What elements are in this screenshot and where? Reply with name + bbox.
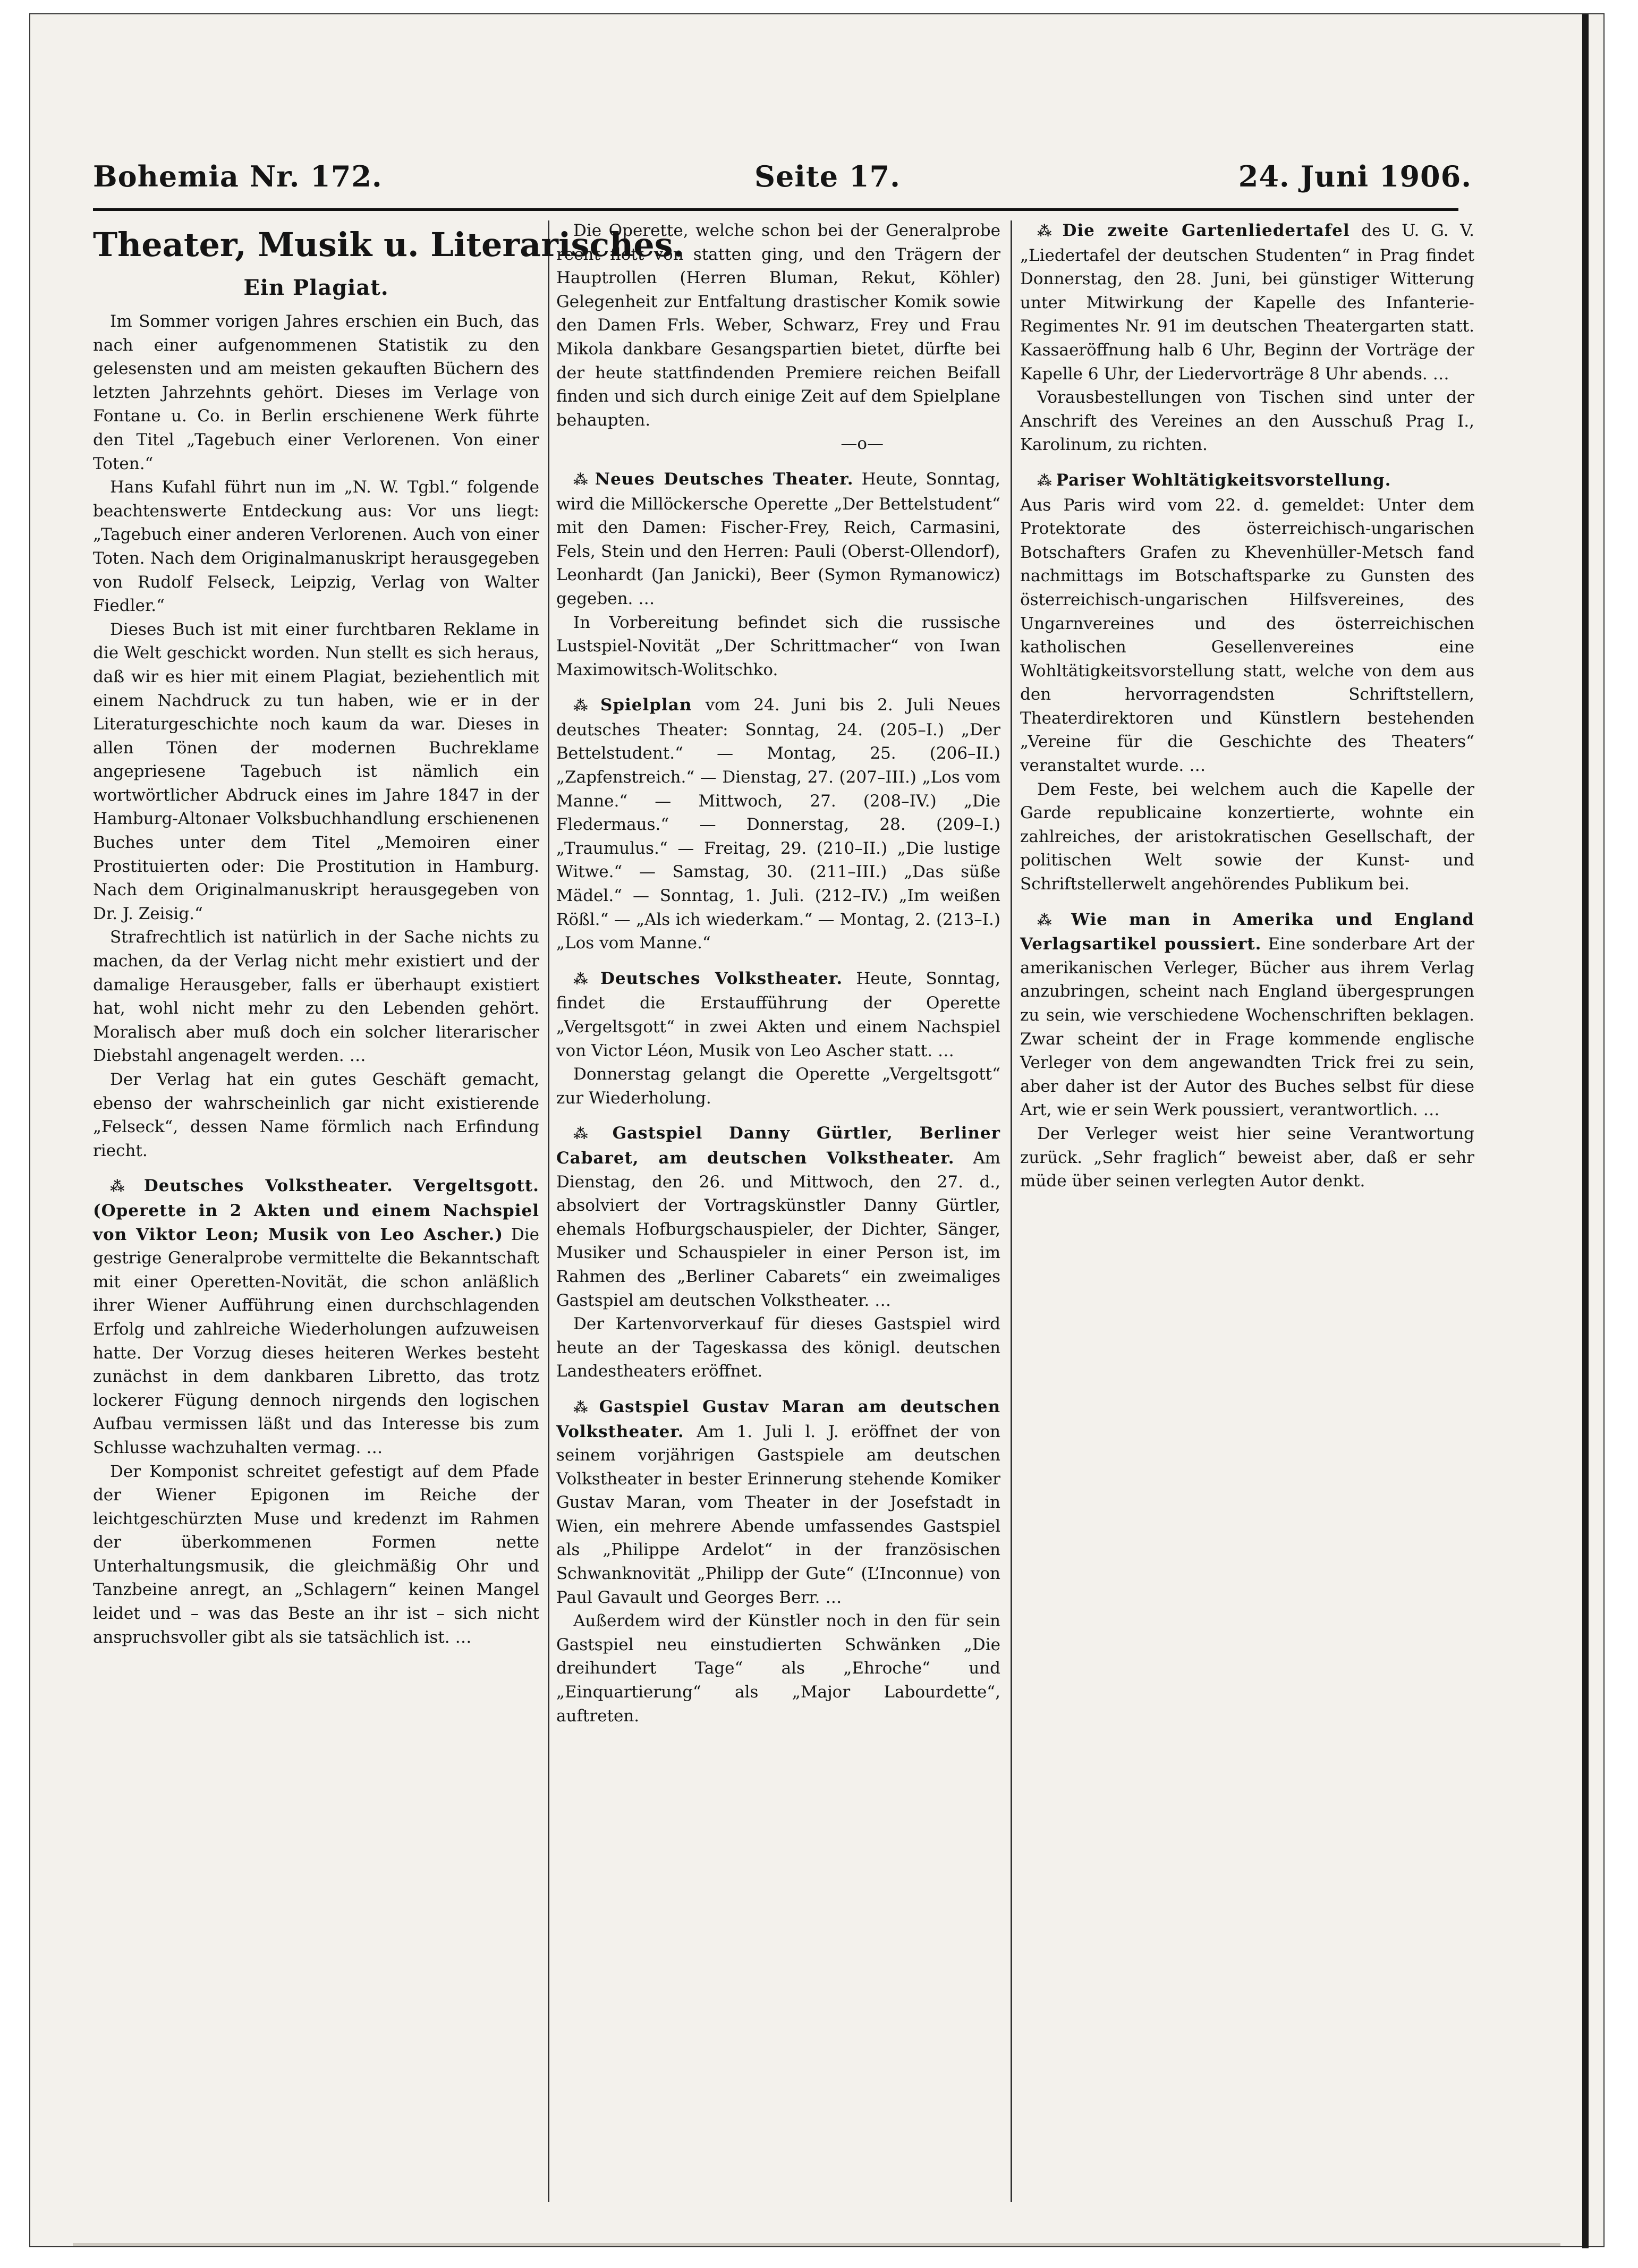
article-headline: Deutsches Volkstheater. bbox=[143, 1176, 393, 1196]
article-paragraph: Hans Kufahl führt nun im „N. W. Tgbl.“ folgende beachtenswerte Entdeckung aus: Vor uns liegt: „Tagebuch einer anderen Verlorenen. Auch von einer Toten. Nach dem Originalmanuskript herausgegeben von Rudolf Felseck, Leipzig, Verlag von Walter Fiedler.“ bbox=[93, 478, 539, 616]
article-paragraph: Aus Paris wird vom 22. d. gemeldet: Unter dem Protektorate des österreichisch-ungarischen Botschafters Grafen zu Khevenhüller-Metsch fand nachmittags im Botschaftsparke zu Gunsten des österreichisch-ungarischen Hilfsvereines, des Ungarnvereines und des österreichischen katholischen Gesellenvereines eine Wohltätigkeitsvorstellung statt, welche von dem aus den hervorragendsten Schriftstellern, Theaterdirektoren und Künstlern bestehenden „Vereine für die Geschichte des Theaters“ veranstaltet wurde. … bbox=[1020, 495, 1474, 776]
article-headline: Gastspiel Danny Gürtler, Berliner Cabaret, am deutschen Volkstheater. bbox=[556, 1124, 1000, 1168]
article-paragraph: Der Komponist schreitet gefestigt auf dem Pfade der Wiener Epigonen im Reiche der leichtgeschürzten Muse und kredenzt im Rahmen der überkommenen Formen nette Unterhaltungsmusik, die gleichmäßig Ohr und Tanzbeine anregt, an „Schlagern“ keinen Mangel leidet und – was das Beste an ihr ist – sich nicht anspruchsvoller gibt als sie tatsächlich ist. … bbox=[93, 1462, 539, 1647]
article-spielplan bbox=[556, 693, 1000, 955]
asterism-icon: ⁂ bbox=[573, 1399, 594, 1416]
page-header bbox=[64, 159, 1472, 202]
column-2 bbox=[556, 219, 1000, 2206]
article-amerika bbox=[1020, 908, 1474, 1193]
asterism-icon: ⁂ bbox=[573, 1126, 607, 1143]
column-divider-2 bbox=[1011, 220, 1012, 2202]
article-paragraph: In Vorbereitung befindet sich die russische Lustspiel-Novität „Der Schrittmacher“ von Iwan Maximowitsch-Wolitschko. bbox=[556, 613, 1000, 679]
article-guertler bbox=[556, 1122, 1000, 1383]
article-headline: Gastspiel Gustav Maran am deutschen Volkstheater. bbox=[556, 1397, 1000, 1441]
article-paragraph: Der Kartenvorverkauf für dieses Gastspiel wird heute an der Tageskassa des königl. deutschen Landestheaters eröffnet. bbox=[556, 1314, 1000, 1381]
article-paragraph: Außerdem wird der Künstler noch in den für sein Gastspiel neu einstudierten Schwänken „Die dreihundert Tage“ als „Ehroche“ und „Einquartierung“ als „Major Labourdette“, auftreten. bbox=[556, 1611, 1000, 1726]
article-headline: Neues Deutsches Theater. bbox=[595, 469, 854, 489]
article-headline: Pariser Wohltätigkeitsvorstellung. bbox=[1056, 470, 1391, 490]
article-headline: Ein Plagiat. bbox=[243, 275, 389, 300]
article-paragraph: Am Dienstag, den 26. und Mittwoch, den 27. d., absolviert der Vortragskünstler Danny Gürtler, ehemals Hofburgschauspieler, der Dichter, Sänger, Musiker und Schauspieler in einer Person ist, im Rahmen des „Berliner Cabarets“ ein zweimaliges Gastspiel am deutschen Volkstheater. … bbox=[556, 1148, 1001, 1310]
article-maran bbox=[556, 1395, 1000, 1728]
column-3 bbox=[1020, 219, 1474, 2206]
asterism-icon: ⁂ bbox=[1037, 472, 1051, 489]
article-pariser bbox=[1020, 469, 1474, 896]
asterism-icon: ⁂ bbox=[573, 471, 590, 488]
article-liedertafel bbox=[1020, 219, 1474, 457]
article-paragraph: Strafrechtlich ist natürlich in der Sache nichts zu machen, da der Verlag nicht mehr existiert und der damalige Herausgeber, falls er überhaupt existiert hat, wohl nicht mehr zu den Lebenden gehört. Moralisch aber muß doch ein solcher literarischer Diebstahl angenagelt werden. … bbox=[93, 928, 539, 1066]
article-headline: Spielplan bbox=[600, 695, 692, 715]
article-headline: Wie man in Amerika und England Verlagsartikel poussiert. bbox=[1020, 910, 1474, 954]
asterism-icon: ⁂ bbox=[1037, 223, 1057, 240]
header-date: 24. Juni 1906. bbox=[1238, 159, 1472, 193]
article-paragraph: Im Sommer vorigen Jahres erschien ein Buch, das nach einer aufgenommenen Statistik zu den gelesensten und am meisten gekauften Büchern des letzten Jahrzehnts gehört. Dieses im Verlage von Fontane u. Co. in Berlin erschienene Werk führte den Titel „Tagebuch einer Verlorenen. Von einer Toten.“ bbox=[93, 312, 539, 473]
article-paragraph: Eine sonderbare Art der amerikanischen Verleger, Bücher aus ihrem Verlag anzubringen, scheint nach England übergesprungen zu sein, wie verschiedene Wochenschriften beklagen. Zwar scheint der in Frage kommende englische Verleger von dem angewandten Trick frei zu sein, aber daher ist der Autor des Buches selbst für diese Art, wie er sein Werk poussiert, verantwortlich. … bbox=[1020, 935, 1474, 1120]
article-paragraph: Dieses Buch ist mit einer furchtbaren Reklame in die Welt geschickt worden. Nun stellt es sich heraus, daß wir es hier mit einem Plagiat, beziehentlich mit einem Nachdruck zu tun haben, wie er in der Literaturgeschichte noch kaum da war. Dieses in allen Tönen der modernen Buchreklame angepriesene Tagebuch ist nämlich ein wortwörtlicher Abdruck eines im Jahre 1847 in der Hamburg-Altonaer Volksbuchhandlung erschienenen Buches unter dem Titel „Memoiren einer Prostituierten oder: Die Prostitution in Hamburg. Nach dem Originalmanuskript herausgegeben von Dr. J. Zeisig.“ bbox=[93, 619, 539, 923]
article-paragraph: Heute, Sonntag, findet die Erstaufführung der Operette „Vergeltsgott“ in zwei Akten und einem Nachspiel von Victor Léon, Musik von Leo Ascher statt. … bbox=[556, 969, 1001, 1060]
article-headline: Deutsches Volkstheater. bbox=[600, 969, 843, 988]
article-lead: vom 24. Juni bis 2. Juli bbox=[705, 695, 935, 715]
header-issue: Bohemia Nr. 172. bbox=[93, 159, 383, 193]
asterism-icon: ⁂ bbox=[573, 698, 595, 715]
article-headline: Die zweite Gartenliedertafel bbox=[1062, 221, 1350, 240]
article-signature: —o— bbox=[841, 434, 884, 454]
article-lead: Vergeltsgott. (Operette in 2 Akten und einem Nachspiel von Viktor Leon; Musik von Leo Ascher.) bbox=[93, 1176, 539, 1244]
article-volkstheater-premiere bbox=[556, 967, 1000, 1110]
article-paragraph: des U. G. V. „Liedertafel der deutschen Studenten“ in Prag findet Donnerstag, den 28. Juni, bei günstiger Witterung unter Mitwirkung der Kapelle des Infanterie-Regimentes Nr. 91 im deutschen Theatergarten statt. Kassaeröffnung halb 6 Uhr, Beginn der Vorträge der Kapelle 6 Uhr, der Liedervorträge 8 Uhr abends. … bbox=[1020, 221, 1475, 384]
header-page-number: Seite 17. bbox=[754, 159, 901, 193]
article-volkstheater-review bbox=[93, 1174, 539, 1649]
column-divider-1 bbox=[548, 220, 549, 2202]
asterism-icon: ⁂ bbox=[110, 1178, 139, 1195]
header-rule bbox=[93, 208, 1458, 211]
article-paragraph: Vorausbestellungen von Tischen sind unter der Anschrift des Vereines an den Ausschuß Prag I., Karolinum, zu richten. bbox=[1020, 388, 1474, 455]
article-paragraph: Heute, Sonntag, wird die Millöckersche Operette „Der Bettelstudent“ mit den Damen: Fischer-Frey, Reich, Carmasini, Fels, Stein und den Herren: Pauli (Oberst-Ollendorf), Leonhardt (Jan Janicki), Beer (Symon Rymanowicz) gegeben. … bbox=[556, 469, 1001, 608]
article-paragraph: Am 1. Juli l. J. eröffnet der von seinem vorjährigen Gastspiele am deutschen Volkstheater in bester Erinnerung stehende Komiker Gustav Maran, vom Theater in der Josefstadt in Wien, ein mehrere Abende umfassendes Gastspiel als „Philippe Ardelot“ in der französischen Schwanknovität „Philipp der Gute“ (L’Inconnue) von Paul Gavault und Georges Berr. … bbox=[556, 1422, 1000, 1607]
scan-edge-bottom bbox=[73, 2243, 1560, 2246]
article-plagiat bbox=[93, 310, 539, 1162]
article-volkstheater-review-cont bbox=[556, 219, 1000, 456]
article-neues-theater bbox=[556, 468, 1000, 682]
article-paragraph: Die Operette, welche schon bei der Generalprobe recht flott von statten ging, und den Trägern der Hauptrollen (Herren Bluman, Rekut, Köhler) Gelegenheit zur Entfaltung drastischer Komik sowie den Damen Frls. Weber, Schwarz, Frey und Frau Mikola dankbare Gesangspartien bietet, dürfte bei der heute stattfindenden Premiere reichen Beifall finden und sich durch einige Zeit auf dem Spielplane behaupten. bbox=[556, 221, 1000, 430]
article-paragraph: Neues deutsches Theater: Sonntag, 24. (205–I.) „Der Bettelstudent.“ — Montag, 25. (206–II.) „Zapfenstreich.“ — Dienstag, 27. (207–III.) „Los vom Manne.“ — Mittwoch, 27. (208–IV.) „Die Fledermaus.“ — Donnerstag, 28. (209–I.) „Traumulus.“ — Freitag, 29. (210–II.) „Die lustige Witwe.“ — Samstag, 30. (211–III.) „Das süße Mädel.“ — Sonntag, 1. Juli. (212–IV.) „Im weißen Rößl.“ — „Als ich wiederkam.“ — Montag, 2. (213–I.) „Los vom Manne.“ bbox=[556, 695, 1000, 953]
article-paragraph: Donnerstag gelangt die Operette „Vergeltsgott“ zur Wiederholung. bbox=[556, 1065, 1000, 1108]
scan-edge-shadow bbox=[1582, 14, 1589, 2248]
article-paragraph: Der Verlag hat ein gutes Geschäft gemacht, ebenso der wahrscheinlich gar nicht existierende „Felseck“, dessen Name förmlich nach Erfindung riecht. bbox=[93, 1070, 539, 1160]
article-paragraph: Der Verleger weist hier seine Verantwortung zurück. „Sehr fraglich“ beweist aber, daß er sehr müde über seinen verlegten Autor denkt. bbox=[1020, 1124, 1474, 1191]
article-paragraph: Dem Feste, bei welchem auch die Kapelle der Garde republicaine konzertierte, wohnte ein zahlreiches, der aristokratischen Gesellschaft, der politischen Welt sowie der Kunst- und Schriftstellerwelt angehörendes Publikum bei. bbox=[1020, 779, 1474, 894]
asterism-icon: ⁂ bbox=[573, 971, 595, 988]
article-paragraph: Die gestrige Generalprobe vermittelte die Bekanntschaft mit einer Operetten-Novität, die schon anläßlich ihrer Wiener Aufführung einen durchschlagenden Erfolg und zahlreiche Wiederholungen aufzuweisen hatte. Der Vorzug dieses heiteren Werkes besteht zunächst in dem dankbaren Libretto, das trotz lockerer Fügung dennoch nirgends den logischen Aufbau vermissen läßt und das Interesse bis zum Schlusse wachzuhalten vermag. … bbox=[93, 1225, 540, 1457]
asterism-icon: ⁂ bbox=[1037, 912, 1066, 929]
section-title: Theater, Musik u. Literarisches. bbox=[93, 225, 685, 264]
